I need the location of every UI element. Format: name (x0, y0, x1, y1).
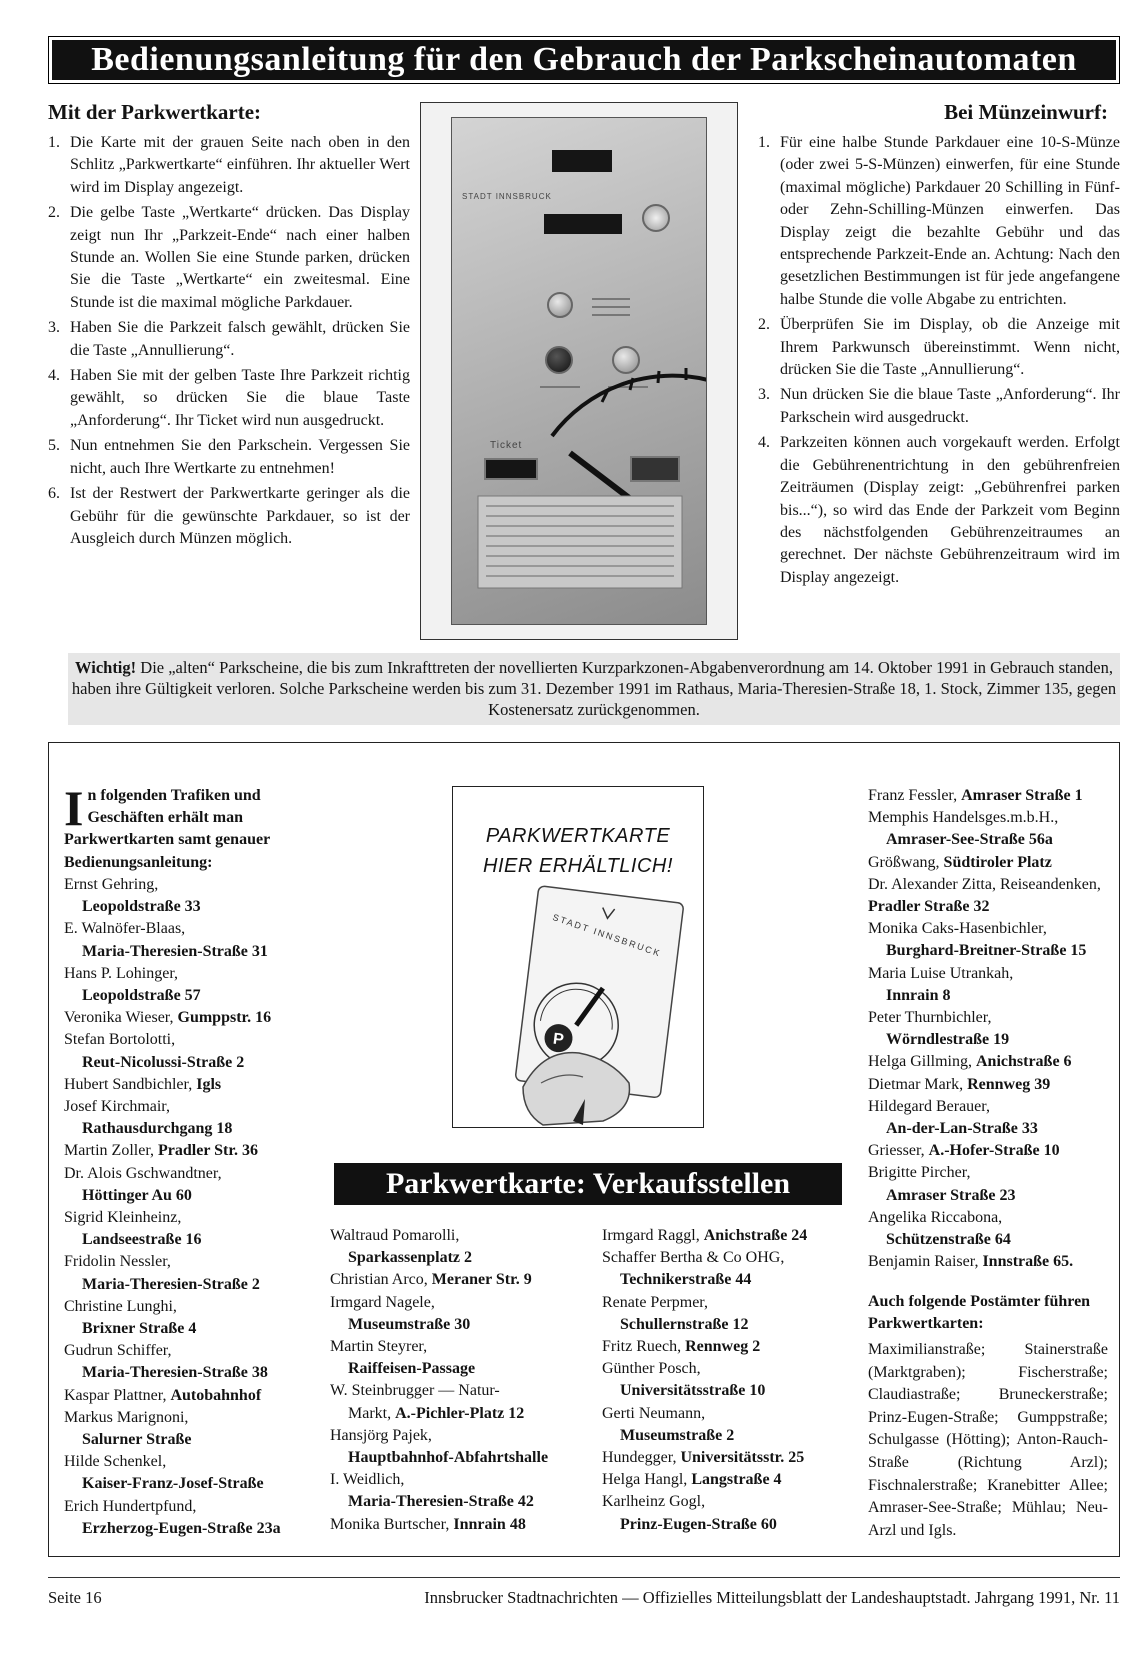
vendor-address: Wörndlestraße 19 (886, 1031, 1010, 1049)
vendor-entry (868, 918, 1118, 962)
vendor-name: Markus Marignoni, (64, 1408, 189, 1426)
vendor-address: Schullernstraße 12 (620, 1315, 749, 1333)
vendor-entry (868, 1207, 1118, 1251)
vendor-address-line (330, 1403, 585, 1425)
vendor-entry (602, 1292, 857, 1336)
vendor-address: Universitätsstr. 25 (680, 1449, 805, 1467)
vendor-entry (64, 918, 314, 962)
vendor-line (330, 1514, 585, 1536)
vendor-name: Irmgard Raggl, (602, 1227, 704, 1244)
vendor-address-line (64, 1229, 314, 1251)
vendor-address: Amraser Straße 23 (886, 1186, 1016, 1204)
vendor-name: Veronika Wieser, (64, 1009, 178, 1027)
vendor-entry (64, 1163, 314, 1207)
vendor-address: Sparkassenplatz 2 (348, 1249, 473, 1267)
vendor-name: Griesser, (868, 1142, 929, 1160)
vendor-entry (330, 1469, 585, 1513)
step-text: Ist der Restwert der Parkwertkarte geringer als die Gebühr für die gewünschte Parkdauer, so ist der Ausgleich durch Münzen möglich. (70, 485, 410, 547)
vendor-name: Fridolin Nessler, (64, 1253, 171, 1271)
hand-holding-card-image (453, 787, 705, 1129)
vendor-address: An-der-Lan-Straße 33 (886, 1120, 1038, 1138)
vendor-address-line (868, 829, 1118, 851)
vendor-name: Renate Perpmer, (602, 1293, 708, 1311)
vendor-address: Landseestraße 16 (82, 1231, 202, 1249)
vendor-entry (330, 1514, 585, 1536)
vendor-address: Höttinger Au 60 (82, 1186, 192, 1204)
page-title: Bedienungsanleitung für den Gebrauch der Parkscheinautomaten (52, 40, 1116, 80)
vendor-entry (868, 1051, 1118, 1073)
vendor-address: Raiffeisen-Passage (348, 1360, 476, 1378)
vendor-address-prefix: Markt, (348, 1404, 396, 1422)
step-item (758, 384, 1120, 429)
vendor-name: Erich Hundertpfund, (64, 1497, 197, 1515)
vendor-address-line (64, 985, 314, 1007)
card-parking-symbol: P (551, 1030, 565, 1049)
vendor-name: Dietmar Mark, (868, 1075, 968, 1093)
vendor-address: Maria-Theresien-Straße 2 (82, 1275, 260, 1293)
vendor-address: Langstraße 4 (691, 1471, 782, 1489)
vendor-address: Meraner Str. 9 (431, 1271, 532, 1289)
vendor-address: Anichstraße 24 (703, 1227, 808, 1244)
vendor-entry (602, 1491, 857, 1535)
vendor-address-line (330, 1358, 585, 1380)
step-item (758, 314, 1120, 381)
card-brand-label: STADT INNSBRUCK (551, 912, 663, 959)
step-number: 3. (48, 319, 60, 337)
vendor-line (330, 1269, 585, 1291)
vendor-entry (64, 963, 314, 1007)
vendor-name: Helga Gillming, (868, 1053, 976, 1071)
vendor-entry (868, 852, 1118, 874)
vendor-entry (64, 1074, 314, 1096)
vendor-address: Schützenstraße 64 (886, 1231, 1011, 1249)
vendor-address: Amraser-See-Straße 56a (886, 831, 1053, 849)
vendor-address: Gumppstr. 16 (177, 1009, 272, 1027)
vendor-name: Christian Arco, (330, 1271, 432, 1289)
vendor-entry (868, 1251, 1118, 1273)
step-text: Überprüfen Sie im Display, ob die Anzeige mit Ihrem Parkwunsch übereinstimmt. Wenn nicht, drücken Sie die Taste „Annullierung“. (780, 316, 1120, 379)
vendor-line (868, 1051, 1118, 1073)
vendor-address-line (64, 896, 314, 918)
vendor-address: Salurner Straße (82, 1431, 192, 1449)
vendor-line (868, 1251, 1118, 1273)
step-text: Parkzeiten können auch vorgekauft werden. Erfolgt die Gebührenentrichtung in den gebührenfreien Zeiträumen (Display zeigt: „Gebührenfrei parken bis...“), so wird das Ende der Parkzeit vom Beginn des nächstfolgenden Gebührenzeitraumes an gerechnet. Der nächste Gebührenzeitraum wird im Display angezeigt. (780, 434, 1120, 586)
vendor-entry (602, 1469, 857, 1491)
vendor-name: Günther Posch, (602, 1360, 701, 1378)
vendor-name: Waltraud Pomarolli, (330, 1227, 460, 1244)
vendor-name: Peter Thurnbichler, (868, 1009, 992, 1027)
vendor-entry (868, 785, 1118, 807)
vendor-address: Südtiroler Platz (943, 853, 1052, 871)
vendor-address-line (602, 1380, 857, 1402)
vendor-address: A.-Hofer-Straße 10 (928, 1142, 1060, 1160)
vendor-entry (64, 1385, 314, 1407)
vendor-address: Pradler Str. 36 (158, 1142, 258, 1160)
vendor-line (868, 852, 1118, 874)
vendor-name: Monika Caks-Hasenbichler, (868, 920, 1047, 938)
vendor-name: Hildegard Berauer, (868, 1097, 990, 1115)
vendor-name: Hansjörg Pajek, (330, 1426, 432, 1444)
vendor-entry (64, 1207, 314, 1251)
step-text: Haben Sie mit der gelben Taste Ihre Parkzeit richtig gewählt, so drücken Sie die blaue Taste „Anforderung“. Ihr Ticket wird nun ausgedruckt. (70, 367, 410, 429)
card-caption-line2: HIER ERHÄLTLICH! (483, 855, 673, 877)
step-item (48, 365, 410, 432)
vendor-entry (868, 1140, 1118, 1162)
important-notice (68, 653, 1120, 725)
vendor-name: Memphis Handelsges.m.b.H., (868, 809, 1059, 827)
vendor-address: Maria-Theresien-Straße 38 (82, 1364, 268, 1382)
vendor-name: W. Steinbrugger — Natur- (330, 1382, 500, 1400)
vendor-line (602, 1469, 857, 1491)
left-steps-list (48, 132, 410, 553)
vendor-address: Universitätsstraße 10 (620, 1382, 766, 1400)
vendor-name: E. Walnöfer-Blaas, (64, 920, 186, 938)
vendor-address-line (868, 1185, 1118, 1207)
step-number: 5. (48, 437, 60, 455)
vendor-line (64, 1385, 314, 1407)
vendor-address-line (64, 1185, 314, 1207)
vendor-address: Burghard-Breitner-Straße 15 (886, 942, 1087, 960)
vendor-entry (602, 1247, 857, 1291)
vendor-address: Pradler Straße 32 (868, 898, 990, 916)
vendor-name: Hilde Schenkel, (64, 1453, 167, 1471)
vendor-entry (64, 1251, 314, 1295)
left-column-title: Mit der Parkwertkarte: (48, 100, 262, 124)
vendor-name: Schaffer Bertha & Co OHG, (602, 1249, 785, 1267)
vendor-entry (602, 1358, 857, 1402)
vendor-line (868, 785, 1118, 807)
vendor-entry (602, 1225, 857, 1247)
ticket-label: Ticket (490, 440, 523, 451)
vendor-entry (64, 1007, 314, 1029)
step-text: Nun drücken Sie die blaue Taste „Anforderung“. Ihr Parkschein wird ausgedruckt. (780, 386, 1120, 426)
vendor-name: Dr. Alois Gschwandtner, (64, 1164, 222, 1182)
vendor-address: Igls (196, 1075, 222, 1093)
vendor-name: Hans P. Lohinger, (64, 964, 179, 982)
vendor-address: Anichstraße 6 (975, 1053, 1072, 1071)
step-number: 2. (758, 316, 770, 334)
vendors-column-3 (602, 1225, 857, 1536)
vendor-entry (330, 1292, 585, 1336)
vendor-address-line (64, 1118, 314, 1140)
vendor-name: Benjamin Raiser, (868, 1253, 983, 1271)
vendor-address-line (602, 1269, 857, 1291)
vendor-name: Franz Fessler, (868, 787, 962, 804)
sales-points-title: Parkwertkarte: Verkaufsstellen (334, 1163, 842, 1205)
vendor-entry (64, 1029, 314, 1073)
notice-text: Die „alten“ Parkscheine, die bis zum Inkrafttreten der novellierten Kurzparkzonen-Abgabenverordnung am 14. Oktober 1991 in Gebrauch standen, haben ihre Gültigkeit verloren. Solche Parkscheine werden bis zum 31. Dezember 1991 im Rathaus, Maria-Theresien-Straße 18, 1. Stock, Zimmer 135, gegen Kostenersatz zurückgenommen. (71, 658, 1117, 719)
vendor-name: Gudrun Schiffer, (64, 1342, 172, 1360)
vendor-entry (64, 1407, 314, 1451)
vendors-column-1 (64, 874, 314, 1540)
vendor-address-line (64, 1052, 314, 1074)
vendor-entry (868, 874, 1118, 918)
vendor-name: Monika Burtscher, (330, 1515, 454, 1533)
value-card-ad (452, 786, 704, 1128)
vendor-address: Hauptbahnhof-Abfahrtshalle (348, 1449, 549, 1467)
vendor-line (868, 1074, 1118, 1096)
vendor-line (868, 874, 1118, 918)
vendor-name: Angelika Riccabona, (868, 1208, 1003, 1226)
vendor-address: Brixner Straße 4 (82, 1320, 197, 1338)
step-text: Die gelbe Taste „Wertkarte“ drücken. Das Display zeigt nun Ihr „Parkzeit-Ende“ nach einer halben Stunde an. Wollen Sie eine Stunde parken, drücken Sie die Taste „Wertkarte“ ein zweitesmal. Eine Stunde ist die maximal mögliche Parkdauer. (70, 204, 410, 311)
vendor-name: Karlheinz Gogl, (602, 1493, 706, 1511)
step-number: 3. (758, 386, 770, 404)
notice-lead: Wichtig! (75, 658, 137, 677)
vendor-address: Amraser Straße 1 (961, 787, 1083, 804)
step-number: 4. (758, 434, 770, 452)
vendor-address: Reut-Nicolussi-Straße 2 (82, 1053, 245, 1071)
vendor-name: Martin Steyrer, (330, 1338, 428, 1356)
vendor-entry (330, 1269, 585, 1291)
vendor-name: Irmgard Nagele, (330, 1293, 435, 1311)
vendor-entry (602, 1336, 857, 1358)
intro-text: n folgenden Trafiken und Geschäften erhält man Parkwertkarten samt genauer Bedienungsanleitung: (64, 787, 270, 871)
vendor-name: Fritz Ruech, (602, 1338, 686, 1356)
vendors-intro (64, 780, 304, 874)
vendor-name: Dr. Alexander Zitta, Reiseandenken, (868, 875, 1101, 893)
step-number: 1. (48, 134, 60, 151)
vendor-entry (602, 1447, 857, 1469)
vendor-address-line (868, 1229, 1118, 1251)
vendor-entry (868, 963, 1118, 1007)
vendor-name: Gerti Neumann, (602, 1404, 706, 1422)
step-text: Für eine halbe Stunde Parkdauer eine 10-S-Münze (oder zwei 5-S-Münzen) einwerfen, für eine Stunde (maximal mögliche) Parkdauer 20 Schilling in Fünf- oder Zehn-Schilling-Münzen einwerfen. Das Display zeigt die bezahlte Gebühr und das entsprechende Parkzeit-Ende an. Achtung: Nach den gesetzlichen Bestimmungen ist für jede angefangene halbe Stunde die volle Abgabe zu entrichten. (780, 134, 1120, 308)
vendor-entry (64, 874, 314, 918)
step-item (48, 317, 410, 362)
vendor-address: Leopoldstraße 33 (82, 898, 201, 916)
right-column-title: Bei Münzeinwurf: (944, 100, 1108, 124)
right-steps-list (758, 132, 1120, 592)
post-offices-list: Maximilianstraße; Stainerstraße (Marktgraben); Fischerstraße; Claudiastraße; Bruneckerstraße; Prinz-Eugen-Straße; Gumppstraße; Schulgasse (Hötting); Anton-Rauch-Straße (Richtung Arzl); Fischnalerstraße; Kranebitter Allee; Amraser-See-Straße; Mühlau; Neu-Arzl und Igls. (868, 1341, 1108, 1539)
step-number: 2. (48, 204, 60, 222)
vendor-name: I. Weidlich, (330, 1471, 405, 1489)
step-number: 1. (758, 134, 770, 151)
machine-brand-label: STADT INNSBRUCK (462, 192, 552, 201)
vendor-name: Hundegger, (602, 1449, 681, 1467)
vendor-address: Maria-Theresien-Straße 42 (348, 1493, 534, 1511)
vendor-name: Christine Lunghi, (64, 1297, 177, 1315)
vendor-entry (602, 1403, 857, 1447)
step-item (758, 432, 1120, 589)
vendor-address: Kaiser-Franz-Josef-Straße (82, 1475, 264, 1493)
vendor-entry (868, 1096, 1118, 1140)
vendor-address-line (64, 1473, 314, 1495)
vendor-entry (868, 1007, 1118, 1051)
step-number: 6. (48, 485, 60, 503)
page-number: Seite 16 (48, 1588, 102, 1607)
vendor-address: Innrain 48 (453, 1515, 526, 1533)
vendor-name: Stefan Bortolotti, (64, 1031, 176, 1049)
parking-dial-icon (452, 118, 707, 625)
intro-dropcap: I (64, 780, 84, 836)
step-item (48, 435, 410, 480)
vendors-column-2 (330, 1225, 585, 1536)
step-text: Haben Sie die Parkzeit falsch gewählt, drücken Sie die Taste „Annullierung“. (70, 319, 410, 359)
vendor-name: Größwang, (868, 853, 944, 871)
vendor-name: Helga Hangl, (602, 1471, 692, 1489)
vendor-address: Museumstraße 2 (620, 1426, 735, 1444)
vendor-address-line (602, 1514, 857, 1536)
vendor-address-line (868, 985, 1118, 1007)
vendor-address: Technikerstraße 44 (620, 1271, 752, 1289)
vendor-address-line (64, 941, 314, 963)
vendor-address: Innstraße 65. (982, 1253, 1074, 1271)
vendor-name: Hubert Sandbichler, (64, 1075, 197, 1093)
vendor-entry (330, 1225, 585, 1269)
post-offices-title: Auch folgende Postämter führen Parkwertkarten: (868, 1293, 1091, 1333)
vendor-line (602, 1447, 857, 1469)
vendor-address-line (868, 940, 1118, 962)
footer-divider (48, 1577, 1120, 1578)
parking-machine-body (451, 117, 707, 625)
page-header (48, 36, 1120, 84)
parking-machine-photo (420, 102, 738, 640)
vendor-address-line (602, 1425, 857, 1447)
vendor-entry (64, 1140, 314, 1162)
vendor-line (602, 1336, 857, 1358)
vendor-line (64, 1007, 314, 1029)
vendor-line (64, 1074, 314, 1096)
step-item (758, 132, 1120, 311)
vendor-address-line (330, 1314, 585, 1336)
vendor-line (868, 1140, 1118, 1162)
vendor-entry (64, 1096, 314, 1140)
vendor-address-line (64, 1429, 314, 1451)
step-item (48, 132, 410, 199)
vendor-name: Martin Zoller, (64, 1142, 158, 1160)
vendor-entry (330, 1425, 585, 1469)
card-caption-line1: PARKWERTKARTE (485, 825, 671, 847)
vendor-address-line (64, 1362, 314, 1384)
vendor-entry (868, 1162, 1118, 1206)
vendor-address-line (330, 1447, 585, 1469)
vendor-address-line (868, 1118, 1118, 1140)
vendor-entry (64, 1340, 314, 1384)
vendor-entry (64, 1496, 314, 1540)
step-text: Nun entnehmen Sie den Parkschein. Vergessen Sie nicht, auch Ihre Wertkarte zu entnehmen! (70, 437, 410, 477)
vendor-address-line (330, 1247, 585, 1269)
vendor-name: Maria Luise Utrankah, (868, 964, 1014, 982)
vendor-address-line (868, 1029, 1118, 1051)
vendor-address: Prinz-Eugen-Straße 60 (620, 1515, 777, 1533)
vendor-name: Ernst Gehring, (64, 876, 159, 893)
vendor-address: Erzherzog-Eugen-Straße 23a (82, 1519, 281, 1537)
vendor-address-line (330, 1491, 585, 1513)
vendor-address: Autobahnhof (170, 1386, 262, 1404)
vendor-name: Sigrid Kleinheinz, (64, 1209, 182, 1227)
vendor-address: Rennweg 39 (967, 1075, 1051, 1093)
vendor-address: Leopoldstraße 57 (82, 987, 201, 1005)
vendor-address-line (64, 1318, 314, 1340)
vendor-entry (330, 1336, 585, 1380)
vendor-address: Maria-Theresien-Straße 31 (82, 942, 268, 960)
vendors-column-4 (868, 785, 1118, 1273)
vendor-name: Josef Kirchmair, (64, 1098, 170, 1116)
vendor-address-line (602, 1314, 857, 1336)
vendor-address: Rennweg 2 (685, 1338, 761, 1356)
vendor-entry (868, 807, 1118, 851)
step-item (48, 202, 410, 314)
publication-info: Innsbrucker Stadtnachrichten — Offizielles Mitteilungsblatt der Landeshauptstadt. Jahrgang 1991, Nr. 11 (424, 1588, 1120, 1607)
vendor-address-line (64, 1518, 314, 1540)
step-number: 4. (48, 367, 60, 385)
vendor-address: Innrain 8 (886, 986, 951, 1004)
step-text: Die Karte mit der grauen Seite nach oben in den Schlitz „Parkwertkarte“ einführen. Ihr aktueller Wert wird im Display angezeigt. (70, 134, 410, 196)
vendor-line (602, 1225, 857, 1247)
step-item (48, 483, 410, 550)
vendor-entry (330, 1380, 585, 1424)
vendor-address: Museumstraße 30 (348, 1315, 471, 1333)
vendor-name: Brigitte Pircher, (868, 1164, 971, 1182)
vendor-entry (64, 1296, 314, 1340)
vendor-address: Rathausdurchgang 18 (82, 1120, 233, 1138)
vendor-address-line (64, 1274, 314, 1296)
vendor-entry (64, 1451, 314, 1495)
vendor-name: Kaspar Plattner, (64, 1386, 171, 1404)
vendor-entry (868, 1074, 1118, 1096)
vendor-line (64, 1140, 314, 1162)
vendor-address: A.-Pichler-Platz 12 (395, 1404, 525, 1422)
